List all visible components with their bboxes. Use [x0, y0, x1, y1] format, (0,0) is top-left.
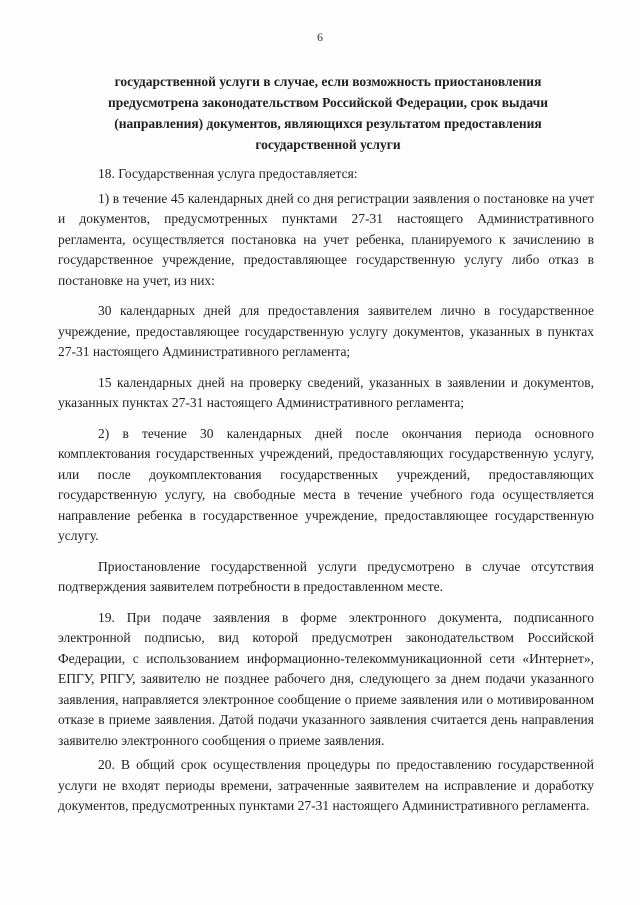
paragraph-18-1: 1) в течение 45 календарных дней со дня регистрации заявления о постановке на учет и документов, предусмотренных пунктами 27-31 настоящего Административного регламента, осуществляется постановка на учет ребенка, планируемого к зачислению в государственное учреждение, предоставляющее государственную услугу либо отказ в постановке на учет, из них: [58, 190, 594, 288]
paragraph-18-2: 2) в течение 30 календарных дней после окончания периода основного комплектования государственных учреждений, предоставляющих государственную услугу, или после доукомплектования государственных учреждений, предоставляющих государственную услугу, на свободные места в течение учебного года осуществляется направление ребенка в государственное учреждение, предоставляющее государственную услугу. [58, 425, 594, 543]
document-body [58, 164, 594, 821]
paragraph-18: 18. Государственная услуга предоставляется: [98, 166, 358, 181]
paragraph-18-1-a: 30 календарных дней для предоставления заявителем лично в государственное учреждение, предоставляющее государственную услугу документов, указанных в пунктах 27-31 настоящего Административного регламента; [58, 303, 594, 359]
paragraph-18-1-b: 15 календарных дней на проверку сведений, указанных в заявлении и документов, указанных пунктах 27-31 настоящего Административного регламента; [58, 374, 594, 410]
section-heading: государственной услуги в случае, если возможность приостановления предусмотрена законодательством Российской Федерации, срок выдачи (направления) документов, являющихся результатом предоставления государственной услуги [107, 74, 549, 152]
paragraph-suspension: Приостановление государственной услуги предусмотрено в случае отсутствия подтверждения заявителем потребности в предоставленном месте. [58, 558, 594, 594]
page-number: 6 [317, 30, 323, 44]
paragraph-20: 20. В общий срок осуществления процедуры по предоставлению государственной услуги не входят периоды времени, затраченные заявителем на исправление и доработку документов, предусмотренных пунктами 27-31 настоящего Административного регламента. [58, 757, 594, 813]
paragraph-19: 19. При подаче заявления в форме электронного документа, подписанного электронной подписью, вид которой предусмотрен законодательством Российской Федерации, с использованием информационно-телекоммуникационной сети «Интернет», ЕПГУ, РПГУ, заявителю не позднее рабочего дня, следующего за днем подачи указанного заявления, направляется электронное сообщение о приеме заявления или о мотивированном отказе в приеме заявления. Датой подачи указанного заявления считается день направления заявителю электронного сообщения о приеме заявления. [58, 609, 594, 748]
